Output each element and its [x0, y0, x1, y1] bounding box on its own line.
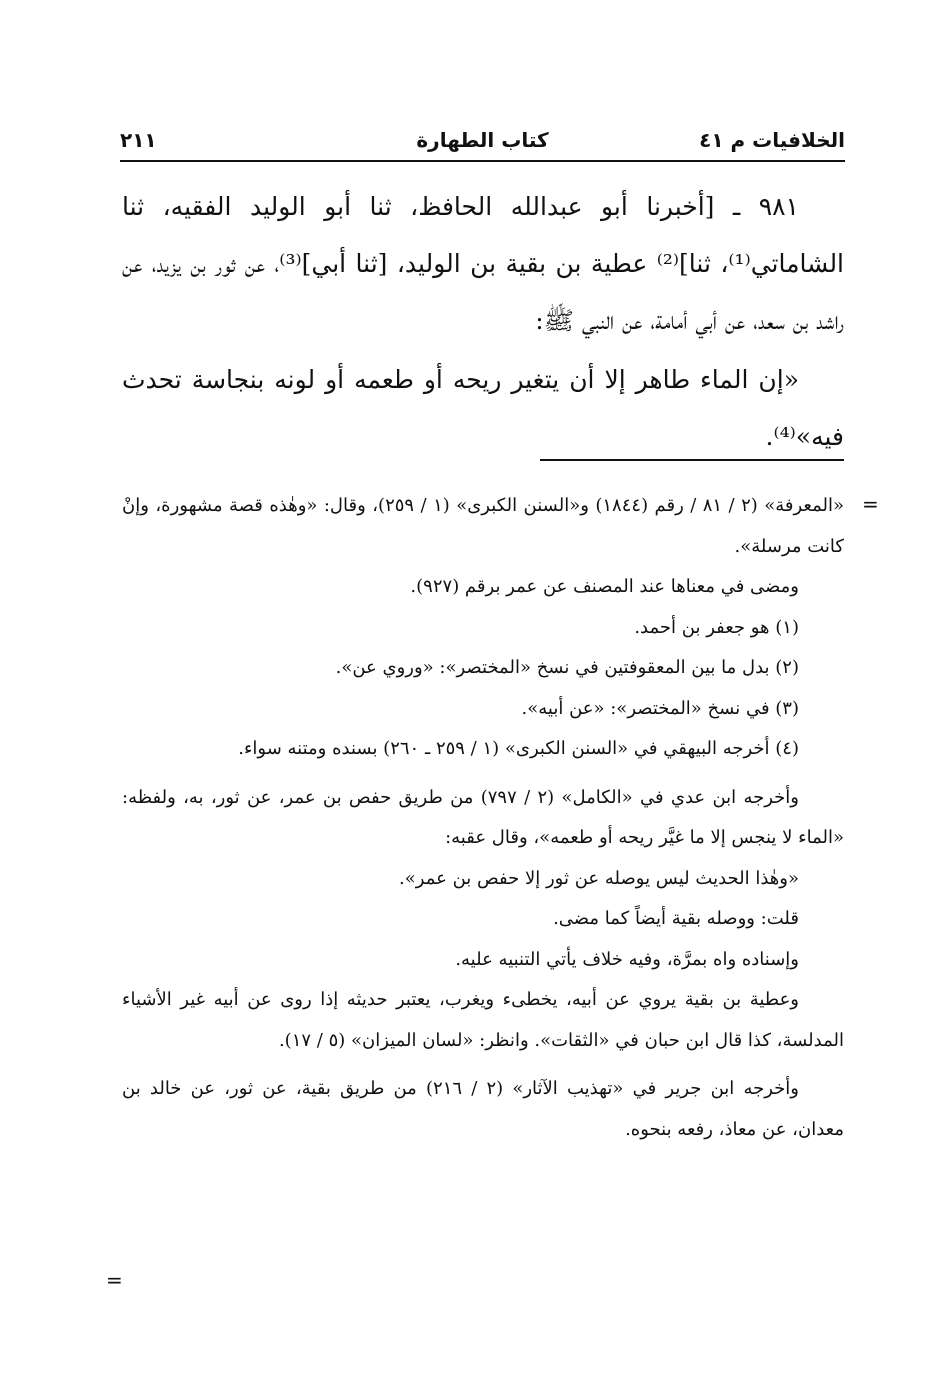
main-text: [122, 178, 844, 465]
footnote-quote: «وهٰذا الحديث ليس يوصله عن ثور إلا حفص بن عمر».: [399, 867, 799, 889]
hadith-isnad: ٩٨١ ـ [أخبرنا أبو عبدالله الحافظ، ثنا أبو الوليد الفقيه، ثنا الشاماتي⁽¹⁾، ثنا]⁽²⁾ عطية بن بقية بن الوليد، [ثنا أبي]⁽³⁾، عن ثور بن يزيد، عن راشد بن سعد، عن أبي أمامة، عن النبي ﷺ:: [122, 192, 845, 335]
footnote-separator: [540, 459, 844, 461]
footnote-line: ومضى في معناها عند المصنف عن عمر برقم (٩٢٧).: [410, 576, 799, 597]
footnote-1: (١) هو جعفر بن أحمد.: [634, 616, 799, 638]
footnote-2: (٢) بدل ما بين المعقوفتين في نسخ «المختصر»: «وروي عن».: [335, 657, 799, 678]
page-number: ٢١١: [120, 128, 157, 152]
footnote-continued: «المعرفة» (٢ / ٨١ / رقم (١٨٤٤) و«السنن الكبرى» (١ / ٢٥٩)، وقال: «وهٰذه قصة مشهورة، وإنْ كانت مرسلة».: [122, 495, 845, 557]
continuation-mark-bottom: =: [106, 1268, 123, 1292]
footnote-4: (٤) أخرجه البيهقي في «السنن الكبرى» (١ / ٢٥٩ ـ ٢٦٠) بسنده ومتنه سواء.: [238, 738, 799, 759]
footnote-line: وعطية بن بقية يروي عن أبيه، يخطىء ويغرب، يعتبر حديثه إذا روى عن أبيه غير الأشياء المدلسة، كذا قال ابن حبان في «الثقات». وانظر: «لسان الميزان» (٥ / ١٧).: [122, 989, 844, 1051]
page-header: [120, 126, 845, 162]
hadith-matn: «إن الماء طاهر إلا أن يتغير ريحه أو طعمه أو لونه بنجاسة تحدث فيه»⁽⁴⁾.: [122, 365, 844, 451]
footnote-line: وإسناده واه بمرَّة، وفيه خلاف يأتي التنبيه عليه.: [455, 948, 799, 970]
footnotes: [122, 486, 844, 1150]
running-title: الخلافيات م ٤١: [699, 128, 845, 152]
footnote-line: وأخرجه ابن عدي في «الكامل» (٢ / ٧٩٧) من طريق حفص بن عمر، عن ثور، به، ولفظه: «الماء لا ينجس إلا ما غيَّر ريحه أو طعمه»، وقال عقبه:: [122, 786, 844, 848]
footnote-3: (٣) في نسخ «المختصر»: «عن أبيه».: [521, 697, 799, 719]
continuation-mark-top: =: [862, 492, 879, 516]
chapter-title: كتاب الطهارة: [416, 128, 549, 152]
footnote-line: قلت: ووصله بقية أيضاً كما مضى.: [553, 908, 799, 929]
footnote-line: وأخرجه ابن جرير في «تهذيب الآثار» (٢ / ٢١٦) من طريق بقية، عن ثور، عن خالد بن معدان، عن معاذ، رفعه بنحوه.: [122, 1078, 844, 1140]
